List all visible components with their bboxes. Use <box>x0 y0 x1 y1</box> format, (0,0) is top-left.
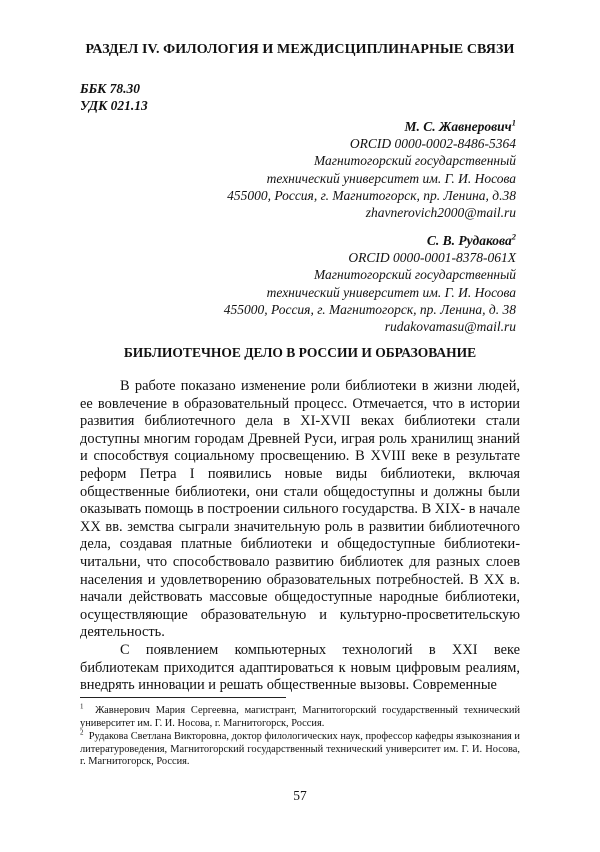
author-email[interactable]: zhavnerovich2000@mail.ru <box>227 204 516 221</box>
footnote-text: Рудакова Светлана Викторовна, доктор филологических наук, профессор кафедры языкознания и литературоведения, Магнитогорский государственный технический университет им. Г. И. Носова, г. Магнитогорск, Россия. <box>80 731 520 767</box>
author-block <box>227 118 516 221</box>
author-affiliation: Магнитогорский государственный <box>227 152 516 169</box>
author-block <box>224 232 516 335</box>
author-affiliation: Магнитогорский государственный <box>224 266 516 283</box>
footnote <box>80 705 520 730</box>
footnote-mark: 1 <box>80 703 84 711</box>
classification-codes <box>80 80 148 114</box>
author-address: 455000, Россия, г. Магнитогорск, пр. Ленина, д.38 <box>227 187 516 204</box>
footnote-text: Жавнерович Мария Сергеевна, магистрант, Магнитогорский государственный технический университет им. Г. И. Носова, г. Магнитогорск, Россия. <box>80 705 520 729</box>
section-header: РАЗДЕЛ IV. ФИЛОЛОГИЯ И МЕЖДИСЦИПЛИНАРНЫЕ СВЯЗИ <box>0 42 600 58</box>
author-affiliation: технический университет им. Г. И. Носова <box>224 284 516 301</box>
page <box>0 0 600 852</box>
author-name: С. В. Рудакова2 <box>224 232 516 249</box>
author-orcid: ORCID 0000-0001-8378-061X <box>224 249 516 266</box>
footnote-divider <box>80 697 286 698</box>
body-paragraph: С появлением компьютерных технологий в XXI веке библиотекам приходится адаптироваться к новым цифровым реалиям, внедрять инновации и решать общественные вызовы. Современные <box>80 642 520 695</box>
bbk-code: ББК 78.30 <box>80 80 148 97</box>
author-name: М. С. Жавнерович1 <box>227 118 516 135</box>
author-affiliation: технический университет им. Г. И. Носова <box>227 170 516 187</box>
article-title: БИБЛИОТЕЧНОЕ ДЕЛО В РОССИИ И ОБРАЗОВАНИЕ <box>80 345 520 361</box>
author-email[interactable]: rudakovamasu@mail.ru <box>224 318 516 335</box>
udk-code: УДК 021.13 <box>80 97 148 114</box>
author-address: 455000, Россия, г. Магнитогорск, пр. Ленина, д. 38 <box>224 301 516 318</box>
footnote-mark: 2 <box>80 729 84 737</box>
page-number: 57 <box>0 788 600 804</box>
footnote <box>80 731 520 769</box>
footnote-ref[interactable]: 1 <box>512 118 516 128</box>
body-paragraph: В работе показано изменение роли библиотеки в жизни людей, ее вовлечение в образовательный процесс. Отмечается, что в истории развития библиотечного дела в XI-XVII веках библиотеки стали доступны многим городам Древней Руси, играя роль хранилищ знаний и способствуя социальному просвещению. В XVIII веке в результате реформ Петра I появились новые виды библиотеки, включая общественные библиотеки, они стали общедоступны и должны были оказывать помощь в построении сильного государства. В XIX- в начале XX вв. земства сыграли значительную роль в развитии библиотечного дела, создавая платные библиотеки и общедоступные библиотеки-читальни, что способствовало развитию библиотек для разных слоев населения и удовлетворению образовательных потребностей. В XX в. начали действовать массовые общедоступные народные библиотеки, осуществляющие образовательную и культурно-просветительскую деятельность. <box>80 378 520 642</box>
author-orcid: ORCID 0000-0002-8486-5364 <box>227 135 516 152</box>
article-body <box>80 378 520 695</box>
footnote-ref[interactable]: 2 <box>512 232 516 242</box>
